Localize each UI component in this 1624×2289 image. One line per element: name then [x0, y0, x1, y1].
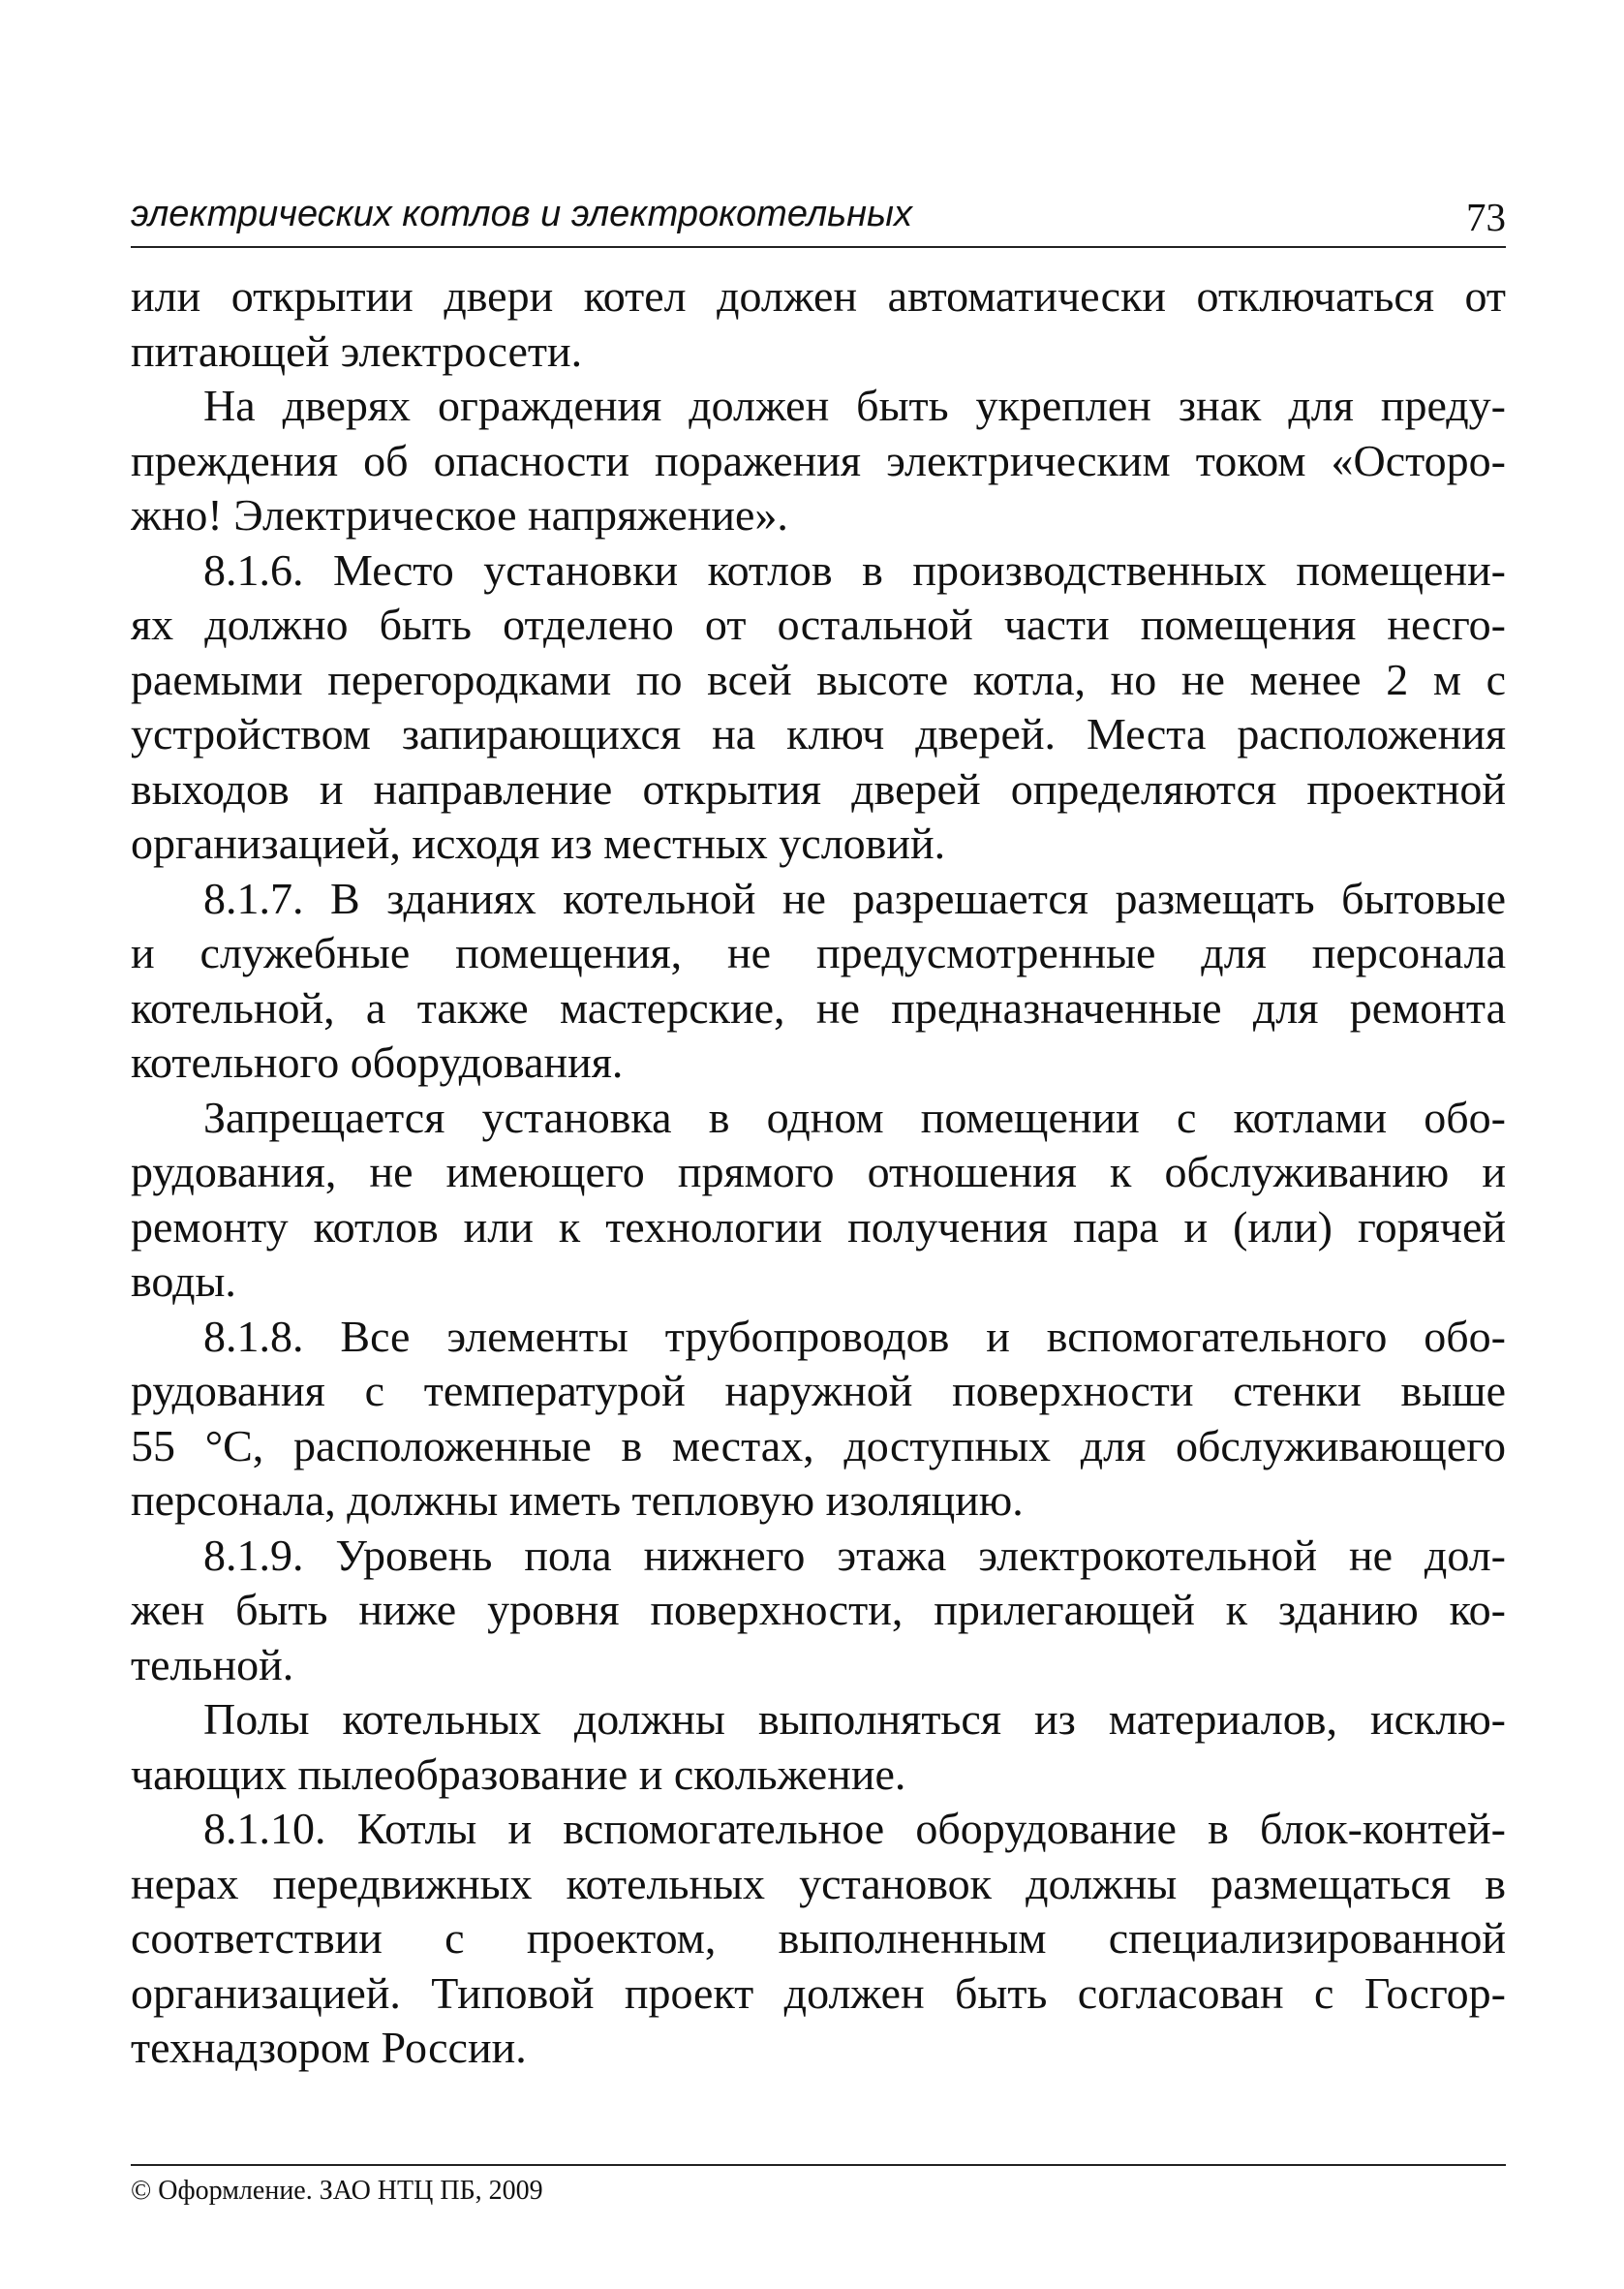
text-line: Запрещается установка в одном помещении с котлами обо- [203, 1092, 1506, 1142]
text-line: персонала, должны иметь тепловую изоляцию. [131, 1475, 1024, 1525]
text-line: преждения об опасности поражения электрическим током «Осторо- [131, 435, 1506, 485]
text-line: воды. [131, 1256, 236, 1306]
page-number: 73 [1466, 195, 1506, 239]
text-line: 8.1.10. Котлы и вспомогательное оборудование в блок-контей- [203, 1804, 1506, 1853]
text-line: 8.1.9. Уровень пола нижнего этажа электрокотельной не дол- [203, 1530, 1506, 1580]
text-line: котельной, а также мастерские, не предназначенные для ремонта [131, 982, 1506, 1033]
text-line: питающей электросети. [131, 325, 583, 376]
text-line: организацией, исходя из местных условий. [131, 819, 946, 868]
text-line: и служебные помещения, не предусмотренные для персонала [131, 928, 1506, 977]
text-line: рудования с температурой наружной поверхности стенки выше [131, 1366, 1506, 1415]
running-title: электрических котлов и электрокотельных [131, 194, 912, 234]
text-line: тельной. [131, 1639, 294, 1689]
text-line: соответствии с проектом, выполненным специализированной [131, 1913, 1506, 1963]
text-line: На дверях ограждения должен быть укреплен знак для преду- [203, 381, 1506, 430]
text-line: 8.1.7. В зданиях котельной не разрешается размещать бытовые [203, 873, 1506, 923]
copyright-footer: © Оформление. ЗАО НТЦ ПБ, 2009 [131, 2176, 543, 2206]
text-line: 55 °С, расположенные в местах, доступных для обслуживающего [131, 1420, 1506, 1470]
text-line: выходов и направление открытия дверей определяются проектной [131, 763, 1506, 814]
text-line: Полы котельных должны выполняться из материалов, исклю- [203, 1694, 1506, 1744]
text-line: 8.1.6. Место установки котлов в производственных помещени- [203, 544, 1506, 595]
footer-rule [131, 2164, 1506, 2166]
text-line: 8.1.8. Все элементы трубопроводов и вспомогательного обо- [203, 1311, 1506, 1361]
text-line: или открытии двери котел должен автоматически отключаться от [131, 271, 1506, 321]
text-line: организацией. Типовой проект должен быть согласован с Госгор- [131, 1967, 1506, 2018]
text-line: устройством запирающихся на ключ дверей. Места расположения [131, 709, 1506, 758]
text-line: жно! Электрическое напряжение». [131, 490, 788, 540]
running-header [131, 194, 1506, 242]
text-line: чающих пылеобразование и скольжение. [131, 1748, 906, 1799]
text-line: ремонту котлов или к технологии получения пара и (или) горячей [131, 1201, 1506, 1252]
text-line: ях должно быть отделено от остальной части помещения несго- [131, 600, 1506, 649]
text-line: нерах передвижных котельных установок должны размещаться в [131, 1858, 1506, 1908]
body-text [131, 269, 1506, 2076]
text-line: котельного оборудования. [131, 1037, 624, 1087]
text-line: раемыми перегородками по всей высоте котла, но не менее 2 м с [131, 654, 1506, 704]
text-line: рудования, не имеющего прямого отношения к обслуживанию и [131, 1147, 1506, 1196]
text-line: жен быть ниже уровня поверхности, прилегающей к зданию ко- [131, 1585, 1506, 1634]
header-rule [131, 246, 1506, 248]
text-line: технадзором России. [131, 2023, 527, 2072]
